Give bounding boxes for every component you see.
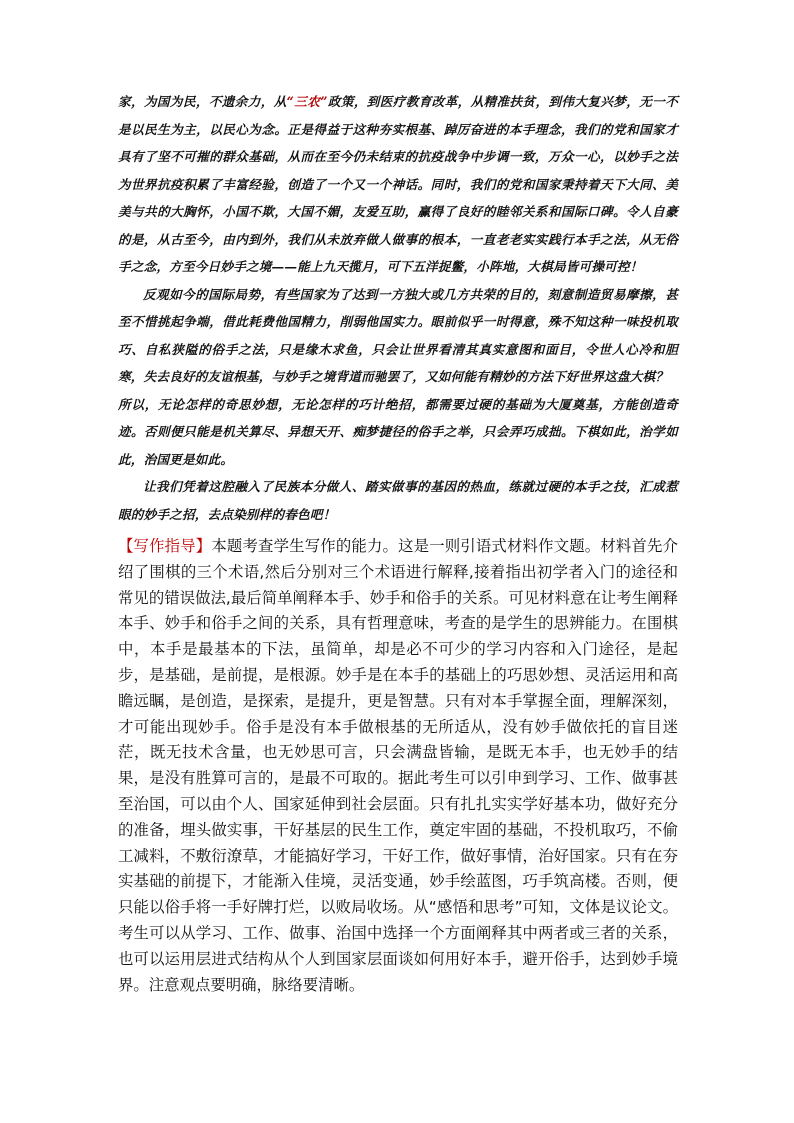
document-page: [118, 88, 678, 998]
essay-paragraph-2: 反观如今的国际局势，有些国家为了达到一方独大或几方共荣的目的，刻意制造贸易摩擦，甚至不惜挑起争端，借此耗费他国精力，削弱他国实力。眼前似乎一时得意，殊不知这种一味投机取巧、自私狭隘的俗手之法，只是缘木求鱼，只会让世界看清其真实意图和面目，令世人心冷和胆寒，失去良好的友谊根基，与妙手之境背道而驰罢了，又如何能有精妙的方法下好世界这盘大棋？: [118, 286, 678, 384]
writing-guide: [118, 534, 678, 998]
essay-text-span: 政策，到医疗教育改革，从精准扶贫，到伟大复兴梦，无一不是以民生为主，以民心为念。正是得益于这种夯实根基、踔厉奋进的本手理念，我们的党和国家才具有了坚不可摧的群众基础，从而在至今仍未结束的抗疫战争中步调一致，万众一心，以妙手之法为世界抗疫积累了丰富经验，创造了一个又一个神话。同时，我们的党和国家秉持着天下大同、美美与共的大胸怀，小国不欺，大国不媚，友爱互助，赢得了良好的睦邻关系和国际口碑。令人自豪的是，从古至今，由内到外，我们从未放弃做人做事的根本，一直老老实实践行本手之法，从无俗手之念，方至今日妙手之境——能上九天揽月，可下五洋捉鳖，小阵地，大棋局皆可操可控！: [118, 94, 679, 274]
essay-text: [118, 88, 678, 528]
essay-paragraph-3: 所以，无论怎样的奇思妙想，无论怎样的巧计绝招，都需要过硬的基础为大厦奠基，方能创造奇迹。否则便只能是机关算尽、异想天开、痴梦捷径的俗手之举，只会弄巧成拙。下棋如此，治学如此，治国更是如此。: [118, 396, 678, 467]
highlighted-term: “三农”: [286, 94, 328, 109]
essay-paragraph-4: 让我们凭着这腔融入了民族本分做人、踏实做事的基因的热血，练就过硬的本手之技，汇成惹眼的妙手之招，去点染别样的春色吧！: [118, 479, 678, 522]
writing-guide-text: 本题考查学生写作的能力。这是一则引语式材料作文题。材料首先介绍了围棋的三个术语,然后分别对三个术语进行解释,接着指出初学者入门的途径和常见的错误做法,最后简单阐释本手、妙手和俗手的关系。可见材料意在让考生阐释本手、妙手和俗手之间的关系，具有哲理意味，考查的是学生的思辨能力。在围棋中，本手是最基本的下法，虽简单，却是必不可少的学习内容和入门途径，是起步，是基础，是前提，是根源。妙手是在本手的基础上的巧思妙想、灵活运用和高瞻远瞩，是创造，是探索，是提升，更是智慧。只有对本手掌握全面，理解深刻，才可能出现妙手。俗手是没有本手做根基的无所适从，没有妙手做依托的盲目迷茫，既无技术含量，也无妙思可言，只会满盘皆输，是既无本手，也无妙手的结果，是没有胜算可言的，是最不可取的。据此考生可以引申到学习、工作、做事甚至治国，可以由个人、国家延伸到社会层面。只有扎扎实实学好基本功，做好充分的准备，埋头做实事，干好基层的民生工作，奠定牢固的基础，不投机取巧，不偷工减料，不敷衍潦草，才能搞好学习，干好工作，做好事情，治好国家。只有在夯实基础的前提下，才能渐入佳境，灵活变通，妙手绘蓝图，巧手筑高楼。否则，便只能以俗手将一手好牌打烂，以败局收场。从“感悟和思考”可知，文体是议论文。考生可以从学习、工作、做事、治国中选择一个方面阐释其中两者或三者的关系，也可以运用层进式结构从个人到国家层面谈如何用好本手，避开俗手，达到妙手境界。注意观点要明确，脉络要清晰。: [118, 537, 678, 994]
essay-text-span: 家，为国为民，不遗余力，从: [118, 94, 287, 109]
writing-guide-label: 【写作指导】: [118, 537, 212, 555]
essay-paragraph-1: [118, 88, 678, 281]
